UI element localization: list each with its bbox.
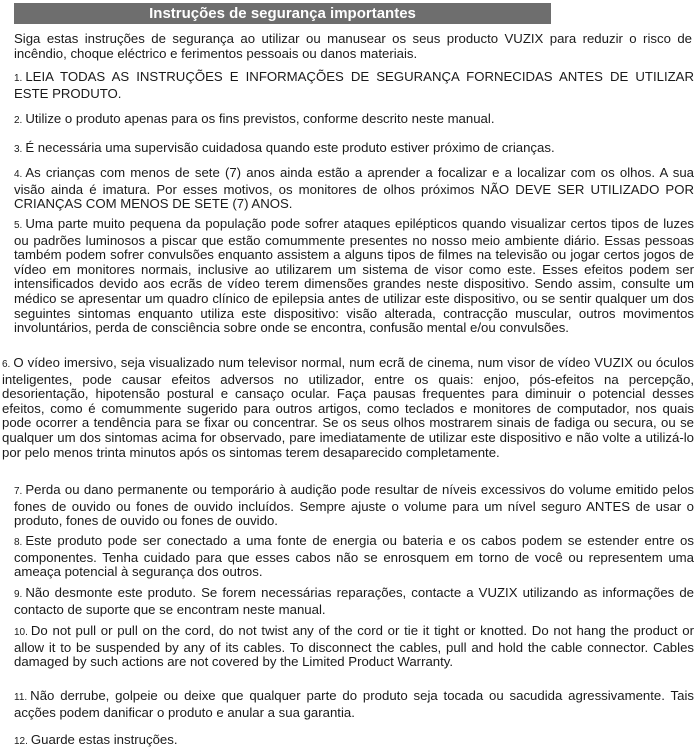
item-text: As crianças com menos de sete (7) anos ainda estão a aprender a focalizar e a localizar com os olhos. A sua visão ainda é imatura. Por esses motivos, os monitores de olhos próximos NÃO DEVE SER UTILIZADO POR CRIANÇAS COM MENOS DE SETE (7) ANOS. [14, 165, 694, 212]
instruction-item-10 [14, 624, 694, 670]
item-number: 4. [14, 169, 23, 180]
item-number: 2. [14, 115, 23, 126]
item-number: 12. [14, 736, 28, 747]
instruction-item-9 [14, 586, 694, 617]
item-text: Perda ou dano permanente ou temporário à audição pode resultar de níveis excessivos do volume emitido pelos fones de ouvido ou fones de ouvido incluídos. Sempre ajuste o volume para um nível seguro ANTES de usar o produto, fones de ouvido ou fones de ouvido. [14, 482, 694, 529]
instruction-item-1 [14, 70, 694, 101]
item-text: Uma parte muito pequena da população pode sofrer ataques epilépticos quando visualizar certos tipos de luzes ou padrões luminosos a piscar que estão comummente presentes no nosso meio ambiente diário. Essas pessoas também podem sofrer convulsões enquanto assistem a alguns tipos de filmes na televisão ou jogar certos jogos de vídeo em monitores normais, inclusive ao utilizarem um sistema de visor como este. Esses efeitos podem ser intensificados devido aos ecrãs de vídeo terem dimensões grandes neste dispositivo. Sendo assim, consulte um médico se apresentar um quadro clínico de epilepsia antes de utilizar este dispositivo, ou se sentir qualquer um dos seguintes sintomas enquanto utiliza este dispositivo: visão alterada, contracção muscular, outros movimentos involuntários, perda de consciência sobre onde se encontra, confusão mental e/ou convulsões. [14, 216, 694, 336]
item-text: Utilize o produto apenas para os fins previstos, conforme descrito neste manual. [25, 111, 495, 126]
instruction-item-7 [14, 483, 694, 529]
item-number: 5. [14, 220, 23, 231]
item-number: 3. [14, 144, 23, 155]
instruction-item-11 [14, 689, 694, 720]
item-text: Do not pull or pull on the cord, do not twist any of the cord or tie it tight or knotted. Do not hang the product or allow it to be suspended by any of its cables. To disconnect the cables, pull and hold the cable connector. Cables damaged by such actions are not covered by the Limited Product Warranty. [14, 623, 694, 670]
item-text: Este produto pode ser conectado a uma fonte de energia ou bateria e os cabos podem se estender entre os componentes. Tenha cuidado para que esses cabos não se enrosquem em torno de você ou representem uma ameaça potencial à segurança dos outros. [14, 533, 694, 580]
instruction-item-12 [14, 733, 694, 750]
instruction-item-2 [14, 112, 694, 129]
item-number: 6. [2, 359, 11, 370]
item-text: LEIA TODAS AS INSTRUÇÕES E INFORMAÇÕES DE SEGURANÇA FORNECIDAS ANTES DE UTILIZAR ESTE PRODUTO. [14, 69, 694, 101]
instruction-item-3 [14, 141, 694, 158]
item-number: 10. [14, 627, 28, 638]
item-number: 9. [14, 589, 23, 600]
instruction-item-8 [14, 534, 694, 580]
item-text: Não derrube, golpeie ou deixe que qualquer parte do produto seja tocada ou sacudida agressivamente. Tais acções podem danificar o produto e anular a sua garantia. [14, 688, 694, 720]
item-text: O vídeo imersivo, seja visualizado num televisor normal, num ecrã de cinema, num visor de vídeo VUZIX ou óculos inteligentes, pode causar efeitos adversos no utilizador, entre os quais: enjoo, pós-efeitos na percepção, desorientação, hipotensão postural e cansaço ocular. Faça pausas frequentes para diminuir o potencial desses efeitos, como é comummente sugerido para outros artigos, como teclados e monitores de computador, nos quais pode ocorrer a tendência para se fixar ou concentrar. Se os seus olhos mostrarem sinais de fadiga ou secura, ou se qualquer um dos sintomas acima for observado, pare imediatamente de utilizar este dispositivo e não volte a utilizá-lo por pelo menos trinta minutos após os sintomas terem desaparecido completamente. [2, 355, 694, 460]
instruction-item-6 [2, 356, 694, 460]
item-number: 1. [14, 73, 23, 84]
item-text: Guarde estas instruções. [30, 732, 178, 747]
item-number: 11. [14, 692, 28, 703]
page-title: Instruções de segurança importantes [14, 3, 551, 24]
item-number: 7. [14, 486, 23, 497]
intro-paragraph: Siga estas instruções de segurança ao utilizar ou manusear os seus producto VUZIX para reduzir o risco de incêndio, choque eléctrico e ferimentos pessoais ou danos materiais. [14, 31, 692, 61]
item-text: Não desmonte este produto. Se forem necessárias reparações, contacte a VUZIX utilizando as informações de contacto de suporte que se encontram neste manual. [14, 585, 694, 617]
item-text: É necessária uma supervisão cuidadosa quando este produto estiver próximo de crianças. [25, 140, 555, 155]
instruction-item-5 [14, 217, 694, 336]
instruction-item-4 [14, 166, 694, 212]
item-number: 8. [14, 537, 23, 548]
